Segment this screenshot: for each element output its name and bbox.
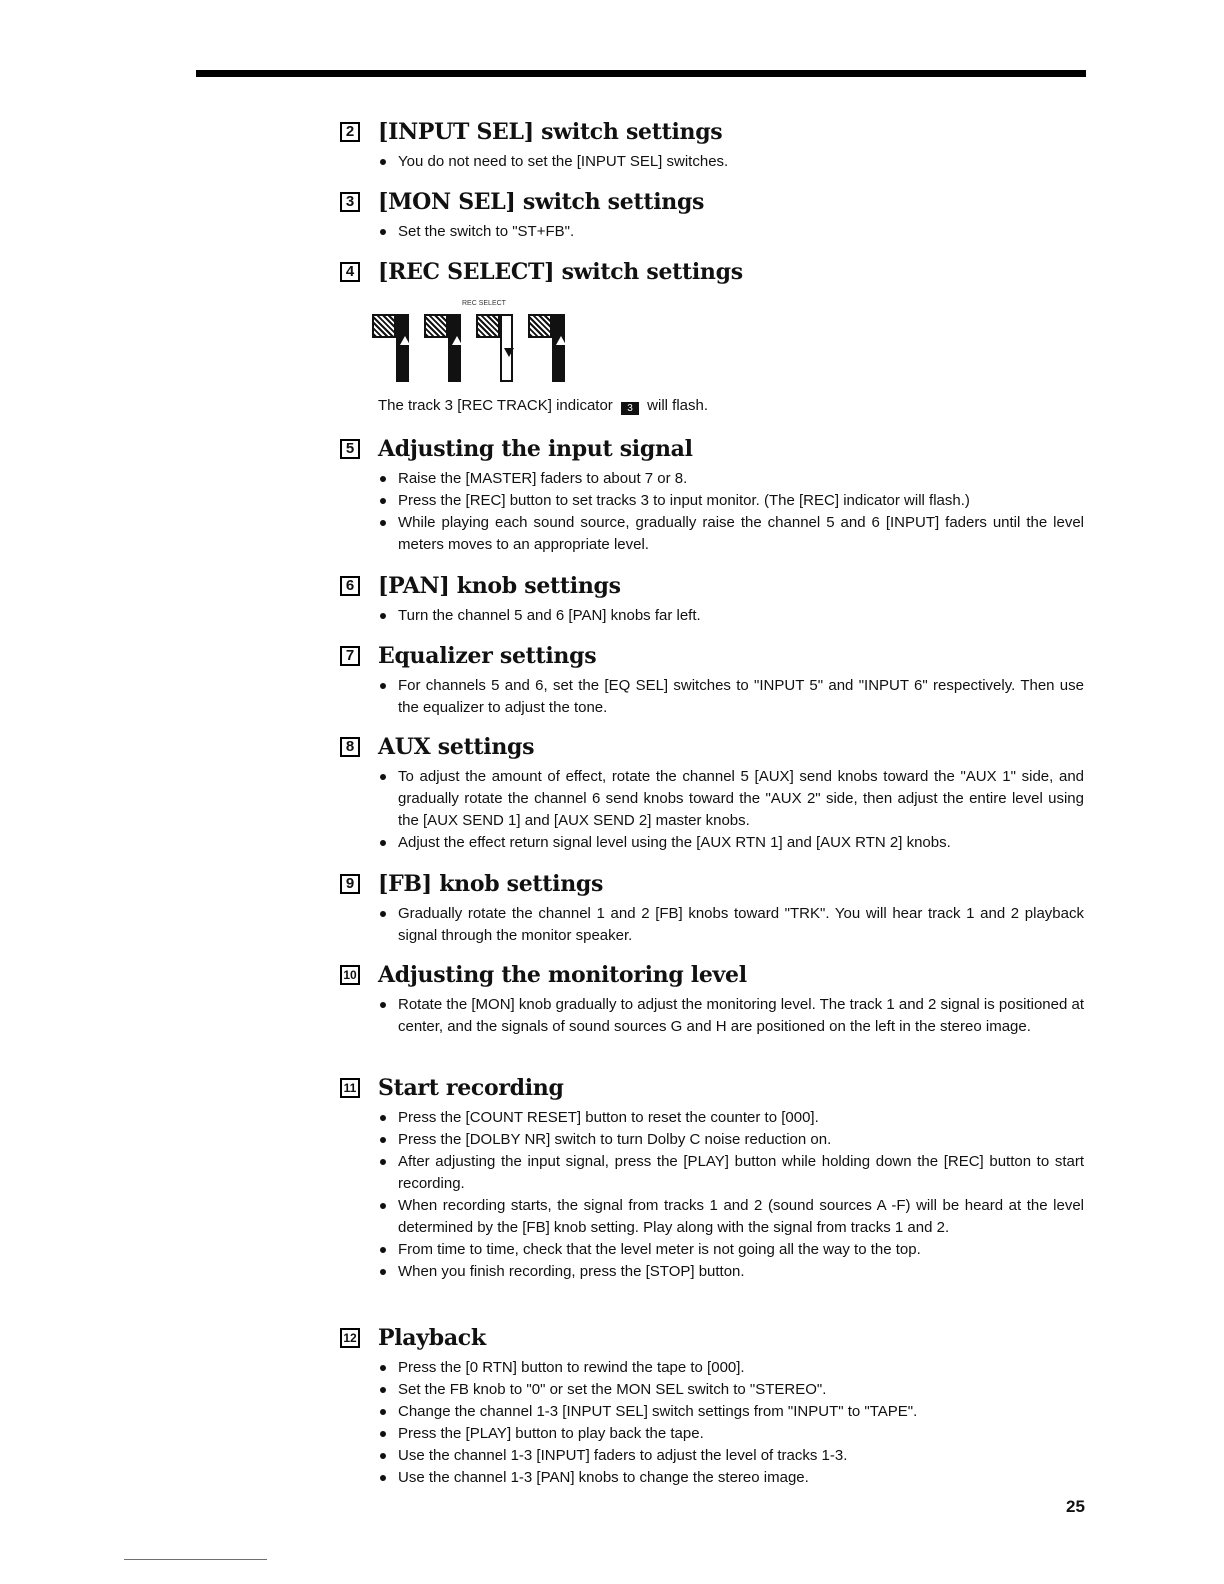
section-12 xyxy=(340,1322,1100,1489)
section-2 xyxy=(340,116,1100,173)
list-item: When recording starts, the signal from tracks 1 and 2 (sound sources A -F) will be heard at the level determined by the [FB] knob setting. Play along with the signal from tracks 1 and 2. xyxy=(378,1195,1084,1239)
step-number: 3 xyxy=(340,192,360,212)
list-item: When you finish recording, press the [STOP] button. xyxy=(378,1261,1084,1283)
list-item: Set the FB knob to "0" or set the MON SEL switch to "STEREO". xyxy=(378,1379,1084,1401)
rec-track-caption xyxy=(378,397,708,415)
top-rule xyxy=(196,70,1086,77)
section-7 xyxy=(340,640,1100,719)
section-header xyxy=(340,433,1100,465)
step-number: 11 xyxy=(340,1078,360,1098)
bullet-list xyxy=(340,903,1100,947)
section-title: Start recording xyxy=(378,1075,564,1101)
list-item: Press the [COUNT RESET] button to reset the counter to [000]. xyxy=(378,1107,1084,1129)
list-item: To adjust the amount of effect, rotate the channel 5 [AUX] send knobs toward the "AUX 1" side, and gradually rotate the channel 6 send knobs toward the "AUX 2" side, then adjust the entire level using the [AUX SEND 1] and [AUX SEND 2] master knobs. xyxy=(378,766,1084,832)
bullet-list xyxy=(340,1107,1100,1283)
section-9 xyxy=(340,868,1100,947)
list-item: Turn the channel 5 and 6 [PAN] knobs far left. xyxy=(378,605,1084,627)
section-title: Playback xyxy=(378,1325,486,1351)
section-title: Adjusting the input signal xyxy=(378,436,693,462)
section-6 xyxy=(340,570,1100,627)
list-item: From time to time, check that the level meter is not going all the way to the top. xyxy=(378,1239,1084,1261)
list-item: Rotate the [MON] knob gradually to adjust the monitoring level. The track 1 and 2 signal is positioned at center, and the signals of sound sources G and H are positioned on the left in the stereo image. xyxy=(378,994,1084,1038)
rec-select-switch-4 xyxy=(528,314,568,384)
bullet-list xyxy=(340,468,1100,556)
step-number: 4 xyxy=(340,262,360,282)
rec-select-switch-3 xyxy=(476,314,516,384)
list-item: Gradually rotate the channel 1 and 2 [FB] knobs toward "TRK". You will hear track 1 and 2 playback signal through the monitor speaker. xyxy=(378,903,1084,947)
section-header xyxy=(340,1322,1100,1354)
list-item: You do not need to set the [INPUT SEL] switches. xyxy=(378,151,1084,173)
rec-select-switch-diagram xyxy=(372,300,572,385)
bullet-list xyxy=(340,766,1100,854)
list-item: For channels 5 and 6, set the [EQ SEL] switches to "INPUT 5" and "INPUT 6" respectively. Then use the equalizer to adjust the tone. xyxy=(378,675,1084,719)
step-number: 12 xyxy=(340,1328,360,1348)
section-header xyxy=(340,640,1100,672)
bullet-list xyxy=(340,994,1100,1038)
step-number: 5 xyxy=(340,439,360,459)
rec-select-switch-2 xyxy=(424,314,464,384)
list-item: Press the [0 RTN] button to rewind the tape to [000]. xyxy=(378,1357,1084,1379)
list-item: Change the channel 1-3 [INPUT SEL] switch settings from "INPUT" to "TAPE". xyxy=(378,1401,1084,1423)
caption-text: will flash. xyxy=(647,397,709,414)
section-title: [REC SELECT] switch settings xyxy=(378,259,743,285)
section-title: Equalizer settings xyxy=(378,643,597,669)
rec-track-indicator: 3 xyxy=(621,402,639,415)
section-header xyxy=(340,116,1100,148)
section-11 xyxy=(340,1072,1100,1283)
bullet-list xyxy=(340,1357,1100,1489)
caption-text: The track 3 [REC TRACK] indicator xyxy=(378,397,613,414)
section-header xyxy=(340,570,1100,602)
step-number: 10 xyxy=(340,965,360,985)
list-item: Press the [REC] button to set tracks 3 to input monitor. (The [REC] indicator will flash.) xyxy=(378,490,1084,512)
section-3 xyxy=(340,186,1100,243)
list-item: Use the channel 1-3 [INPUT] faders to adjust the level of tracks 1-3. xyxy=(378,1445,1084,1467)
bottom-rule xyxy=(124,1559,267,1560)
list-item: While playing each sound source, gradually raise the channel 5 and 6 [INPUT] faders until the level meters moves to an appropriate level. xyxy=(378,512,1084,556)
section-header xyxy=(340,731,1100,763)
step-number: 8 xyxy=(340,737,360,757)
section-header xyxy=(340,186,1100,218)
list-item: Press the [PLAY] button to play back the tape. xyxy=(378,1423,1084,1445)
list-item: After adjusting the input signal, press the [PLAY] button while holding down the [REC] button to start recording. xyxy=(378,1151,1084,1195)
rec-select-switch-1 xyxy=(372,314,412,384)
list-item: Use the channel 1-3 [PAN] knobs to change the stereo image. xyxy=(378,1467,1084,1489)
diagram-label: REC SELECT xyxy=(462,300,506,307)
section-8 xyxy=(340,731,1100,854)
section-10 xyxy=(340,959,1100,1038)
step-number: 7 xyxy=(340,646,360,666)
section-title: [MON SEL] switch settings xyxy=(378,189,705,215)
section-4 xyxy=(340,256,1100,288)
section-title: [FB] knob settings xyxy=(378,871,604,897)
bullet-list xyxy=(340,221,1100,243)
section-5 xyxy=(340,433,1100,556)
step-number: 2 xyxy=(340,122,360,142)
section-header xyxy=(340,868,1100,900)
list-item: Adjust the effect return signal level using the [AUX RTN 1] and [AUX RTN 2] knobs. xyxy=(378,832,1084,854)
page-number: 25 xyxy=(1066,1497,1085,1516)
section-title: [PAN] knob settings xyxy=(378,573,621,599)
section-header xyxy=(340,256,1100,288)
list-item: Press the [DOLBY NR] switch to turn Dolby C noise reduction on. xyxy=(378,1129,1084,1151)
section-title: Adjusting the monitoring level xyxy=(378,962,747,988)
step-number: 6 xyxy=(340,576,360,596)
bullet-list xyxy=(340,605,1100,627)
list-item: Set the switch to "ST+FB". xyxy=(378,221,1084,243)
bullet-list xyxy=(340,675,1100,719)
bullet-list xyxy=(340,151,1100,173)
section-title: AUX settings xyxy=(378,734,535,760)
section-header xyxy=(340,1072,1100,1104)
section-title: [INPUT SEL] switch settings xyxy=(378,119,723,145)
step-number: 9 xyxy=(340,874,360,894)
list-item: Raise the [MASTER] faders to about 7 or 8. xyxy=(378,468,1084,490)
section-header xyxy=(340,959,1100,991)
